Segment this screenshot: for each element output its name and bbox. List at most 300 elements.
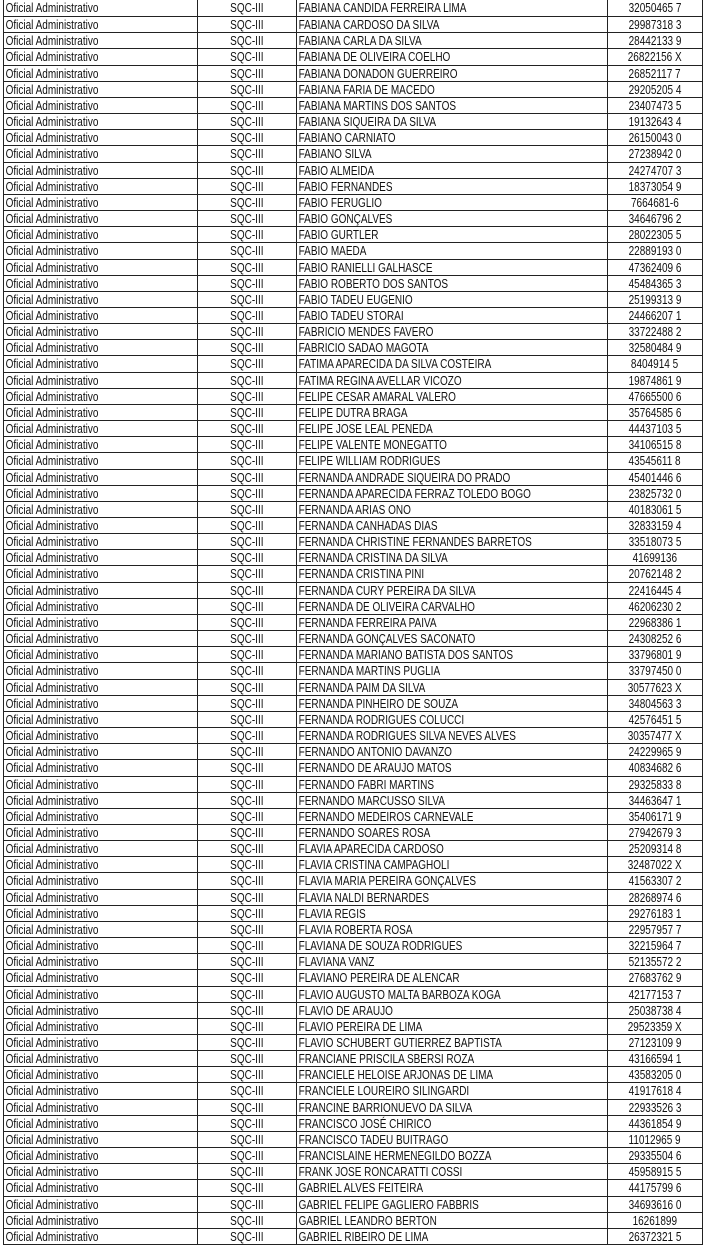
rg-cell <box>608 1067 702 1082</box>
table-row <box>4 259 702 275</box>
cargo-cell-text: Oficial Administrativo <box>5 1197 99 1212</box>
rg-cell <box>608 728 702 743</box>
name-cell <box>297 17 608 32</box>
rg-cell <box>608 17 702 32</box>
rg-cell-text: 47362409 6 <box>628 260 682 275</box>
rg-cell-text: 44175799 6 <box>628 1181 682 1196</box>
table-row <box>4 582 702 598</box>
table-row <box>4 1018 702 1034</box>
rg-cell <box>608 922 702 937</box>
name-cell-text: FABIO GURTLER <box>298 228 379 243</box>
rg-cell-text: 43166594 1 <box>628 1052 682 1067</box>
name-cell-text: FABIANA SIQUEIRA DA SILVA <box>298 115 437 130</box>
classe-cell-text: SQC-III <box>230 66 264 81</box>
table-row <box>4 1212 702 1228</box>
classe-cell-text: SQC-III <box>230 50 264 65</box>
name-cell <box>297 1067 608 1082</box>
name-cell-text: FERNANDA RODRIGUES COLUCCI <box>298 712 465 727</box>
cargo-cell <box>4 760 198 775</box>
cargo-cell <box>4 486 198 501</box>
name-cell-text: FERNANDA MARTINS PUGLIA <box>298 664 441 679</box>
rg-cell <box>608 1083 702 1098</box>
name-cell-text: FERNANDA CANHADAS DIAS <box>298 519 438 533</box>
rg-cell-text: 7664681-6 <box>631 195 679 210</box>
name-cell <box>297 1051 608 1066</box>
cargo-cell-text: Oficial Administrativo <box>5 147 99 162</box>
name-cell <box>297 906 608 921</box>
classe-cell-text: SQC-III <box>230 599 264 614</box>
cargo-cell <box>4 470 198 485</box>
rg-cell <box>608 82 702 97</box>
rg-cell <box>608 373 702 388</box>
cargo-cell <box>4 98 198 113</box>
cargo-cell <box>4 631 198 646</box>
name-cell-text: GABRIEL RIBEIRO DE LIMA <box>298 1229 429 1244</box>
name-cell <box>297 49 608 64</box>
rg-cell-text: 32050465 7 <box>628 1 682 15</box>
classe-cell-text: SQC-III <box>230 1181 264 1196</box>
cargo-cell-text: Oficial Administrativo <box>5 244 99 259</box>
name-cell <box>297 857 608 872</box>
classe-cell <box>198 17 297 32</box>
cargo-cell-text: Oficial Administrativo <box>5 712 99 727</box>
rg-cell-text: 33722488 2 <box>628 325 682 340</box>
cargo-cell-text: Oficial Administrativo <box>5 389 99 404</box>
rg-cell-text: 26372321 5 <box>628 1229 682 1244</box>
cargo-cell <box>4 954 198 969</box>
name-cell <box>297 712 608 727</box>
classe-cell-text: SQC-III <box>230 502 264 517</box>
classe-cell <box>198 130 297 145</box>
classe-cell <box>198 550 297 565</box>
rg-cell-text: 29987318 3 <box>628 18 682 33</box>
rg-cell-text: 22889193 0 <box>628 244 682 259</box>
classe-cell <box>198 760 297 775</box>
cargo-cell-text: Oficial Administrativo <box>5 890 99 905</box>
cargo-cell-text: Oficial Administrativo <box>5 535 99 550</box>
classe-cell-text: SQC-III <box>230 664 264 679</box>
rg-cell <box>608 453 702 468</box>
name-cell-text: FABIANA DONADON GUERREIRO <box>298 66 458 81</box>
name-cell-text: FLAVIO DE ARAUJO <box>298 1003 393 1018</box>
rg-cell <box>608 49 702 64</box>
table-row <box>4 662 702 678</box>
classe-cell <box>198 502 297 517</box>
classe-cell <box>198 1003 297 1018</box>
rg-cell <box>608 0 702 16</box>
table-row <box>4 1115 702 1131</box>
table-row <box>4 953 702 969</box>
cargo-cell <box>4 777 198 792</box>
table-row <box>4 856 702 872</box>
cargo-cell-text: Oficial Administrativo <box>5 18 99 33</box>
cargo-cell-text: Oficial Administrativo <box>5 470 99 485</box>
cargo-cell-text: Oficial Administrativo <box>5 761 99 776</box>
name-cell <box>297 276 608 291</box>
rg-cell <box>608 857 702 872</box>
table-row <box>4 420 702 436</box>
name-cell-text: FABIANO CARNIATO <box>298 131 396 146</box>
name-cell-text: FABIO ROBERTO DOS SANTOS <box>298 276 449 291</box>
rg-cell-text: 44437103 5 <box>628 422 682 437</box>
name-cell-text: FABIO RANIELLI GALHASCE <box>298 260 433 275</box>
cargo-cell <box>4 308 198 323</box>
rg-cell-text: 24466207 1 <box>628 308 682 323</box>
name-cell-text: FABIANA CARDOSO DA SILVA <box>298 18 440 33</box>
cargo-cell <box>4 938 198 953</box>
rg-cell <box>608 243 702 258</box>
rg-cell <box>608 1116 702 1131</box>
name-cell-text: FERNANDA PINHEIRO DE SOUZA <box>298 696 459 711</box>
table-row <box>4 1002 702 1018</box>
cargo-cell-text: Oficial Administrativo <box>5 228 99 243</box>
cargo-cell-text: Oficial Administrativo <box>5 1149 99 1164</box>
rg-cell-text: 29325833 8 <box>628 777 682 792</box>
classe-cell <box>198 292 297 307</box>
table-row <box>4 808 702 824</box>
name-cell-text: FLAVIO AUGUSTO MALTA BARBOZA KOGA <box>298 987 501 1002</box>
cargo-cell <box>4 970 198 985</box>
table-row <box>4 81 702 97</box>
name-cell <box>297 195 608 210</box>
rg-cell-text: 27942679 3 <box>628 825 682 840</box>
rg-cell <box>608 260 702 275</box>
name-cell <box>297 1132 608 1147</box>
name-cell <box>297 728 608 743</box>
cargo-cell-text: Oficial Administrativo <box>5 325 99 340</box>
rg-cell-text: 18373054 9 <box>628 179 682 194</box>
rg-cell <box>608 890 702 905</box>
rg-cell-text: 47665500 6 <box>628 389 682 404</box>
table-row <box>4 48 702 64</box>
classe-cell-text: SQC-III <box>230 405 264 420</box>
classe-cell-text: SQC-III <box>230 842 264 857</box>
table-row <box>4 646 702 662</box>
table-row <box>4 162 702 178</box>
rg-cell-text: 25199313 9 <box>628 292 682 307</box>
classe-cell-text: SQC-III <box>230 292 264 307</box>
name-cell-text: FERNANDA CURY PEREIRA DA SILVA <box>298 583 476 598</box>
cargo-cell-text: Oficial Administrativo <box>5 648 99 663</box>
rg-cell-text: 43545611 8 <box>628 454 682 469</box>
classe-cell-text: SQC-III <box>230 729 264 744</box>
rg-cell <box>608 33 702 48</box>
name-cell <box>297 566 608 581</box>
table-row <box>4 840 702 856</box>
rg-cell <box>608 437 702 452</box>
table-row <box>4 339 702 355</box>
name-cell <box>297 437 608 452</box>
cargo-cell <box>4 146 198 161</box>
rg-cell-text: 40183061 5 <box>628 502 682 517</box>
rg-cell-text: 46206230 2 <box>628 599 682 614</box>
name-cell-text: FELIPE JOSE LEAL PENEDA <box>298 422 433 437</box>
cargo-cell <box>4 405 198 420</box>
name-cell <box>297 82 608 97</box>
rg-cell <box>608 825 702 840</box>
classe-cell <box>198 66 297 81</box>
classe-cell <box>198 1197 297 1212</box>
name-cell <box>297 809 608 824</box>
classe-cell <box>198 470 297 485</box>
table-row <box>4 792 702 808</box>
name-cell <box>297 1083 608 1098</box>
rg-cell <box>608 1197 702 1212</box>
classe-cell <box>198 276 297 291</box>
name-cell-text: FELIPE WILLIAM RODRIGUES <box>298 454 441 469</box>
name-cell-text: FERNANDA CRISTINA PINI <box>298 567 425 582</box>
name-cell <box>297 356 608 371</box>
rg-cell-text: 45958915 5 <box>628 1165 682 1180</box>
cargo-cell-text: Oficial Administrativo <box>5 1068 99 1083</box>
cargo-cell-text: Oficial Administrativo <box>5 632 99 647</box>
name-cell-text: GABRIEL LEANDRO BERTON <box>298 1213 437 1228</box>
table-row <box>4 630 702 646</box>
rg-cell-text: 11012965 9 <box>628 1132 682 1147</box>
classe-cell-text: SQC-III <box>230 922 264 937</box>
name-cell-text: FRANCISLAINE HERMENEGILDO BOZZA <box>298 1149 492 1164</box>
name-cell <box>297 825 608 840</box>
classe-cell <box>198 1067 297 1082</box>
name-cell-text: FLAVIO PEREIRA DE LIMA <box>298 1019 423 1034</box>
rg-cell-text: 27683762 9 <box>628 971 682 986</box>
table-row <box>4 711 702 727</box>
name-cell <box>297 534 608 549</box>
table-row <box>4 1099 702 1115</box>
cargo-cell <box>4 260 198 275</box>
rg-cell-text: 26852117 7 <box>628 66 682 81</box>
cargo-cell <box>4 647 198 662</box>
rg-cell <box>608 970 702 985</box>
cargo-cell-text: Oficial Administrativo <box>5 987 99 1002</box>
name-cell-text: FABIO TADEU STORAI <box>298 308 404 323</box>
rg-cell <box>608 809 702 824</box>
personnel-table <box>3 0 703 1245</box>
cargo-cell <box>4 1132 198 1147</box>
rg-cell-text: 28442133 9 <box>628 34 682 49</box>
cargo-cell <box>4 421 198 436</box>
table-row <box>4 517 702 533</box>
classe-cell-text: SQC-III <box>230 131 264 146</box>
classe-cell-text: SQC-III <box>230 325 264 340</box>
cargo-cell-text: Oficial Administrativo <box>5 212 99 227</box>
classe-cell-text: SQC-III <box>230 761 264 776</box>
cargo-cell <box>4 566 198 581</box>
name-cell-text: FLAVIA MARIA PEREIRA GONÇALVES <box>298 874 477 889</box>
name-cell-text: FERNANDA FERREIRA PAIVA <box>298 615 437 630</box>
rg-cell <box>608 1229 702 1244</box>
cargo-cell <box>4 163 198 178</box>
name-cell-text: FERNANDA GONÇALVES SACONATO <box>298 632 476 647</box>
table-row <box>4 129 702 145</box>
name-cell <box>297 631 608 646</box>
classe-cell-text: SQC-III <box>230 648 264 663</box>
classe-cell <box>198 308 297 323</box>
name-cell <box>297 1116 608 1131</box>
cargo-cell <box>4 663 198 678</box>
rg-cell-text: 45484365 3 <box>628 276 682 291</box>
name-cell <box>297 163 608 178</box>
cargo-cell <box>4 1197 198 1212</box>
cargo-cell-text: Oficial Administrativo <box>5 793 99 808</box>
rg-cell-text: 34804563 3 <box>628 696 682 711</box>
name-cell-text: FERNANDO ANTONIO DAVANZO <box>298 745 452 760</box>
rg-cell-text: 32580484 9 <box>628 341 682 356</box>
cargo-cell-text: Oficial Administrativo <box>5 115 99 130</box>
classe-cell-text: SQC-III <box>230 906 264 921</box>
classe-cell <box>198 728 297 743</box>
cargo-cell <box>4 857 198 872</box>
cargo-cell <box>4 518 198 533</box>
rg-cell <box>608 179 702 194</box>
classe-cell <box>198 809 297 824</box>
cargo-cell-text: Oficial Administrativo <box>5 1213 99 1228</box>
classe-cell-text: SQC-III <box>230 147 264 162</box>
cargo-cell-text: Oficial Administrativo <box>5 34 99 49</box>
rg-cell-text: 52135572 2 <box>628 955 682 970</box>
classe-cell <box>198 405 297 420</box>
rg-cell-text: 25038738 4 <box>628 1003 682 1018</box>
cargo-cell <box>4 243 198 258</box>
table-row <box>4 404 702 420</box>
classe-cell-text: SQC-III <box>230 583 264 598</box>
classe-cell-text: SQC-III <box>230 244 264 259</box>
table-row <box>4 533 702 549</box>
cargo-cell <box>4 873 198 888</box>
classe-cell <box>198 1035 297 1050</box>
cargo-cell <box>4 550 198 565</box>
cargo-cell-text: Oficial Administrativo <box>5 405 99 420</box>
cargo-cell <box>4 276 198 291</box>
cargo-cell <box>4 793 198 808</box>
name-cell-text: FRANCIELE LOUREIRO SILINGARDI <box>298 1084 470 1099</box>
cargo-cell <box>4 1019 198 1034</box>
name-cell <box>297 744 608 759</box>
name-cell <box>297 453 608 468</box>
classe-cell-text: SQC-III <box>230 874 264 889</box>
classe-cell <box>198 486 297 501</box>
rg-cell <box>608 663 702 678</box>
classe-cell-text: SQC-III <box>230 1100 264 1115</box>
rg-cell <box>608 550 702 565</box>
name-cell-text: FRANCISCO TADEU BUITRAGO <box>298 1132 449 1147</box>
name-cell-text: FLAVIA REGIS <box>298 906 366 921</box>
classe-cell-text: SQC-III <box>230 276 264 291</box>
rg-cell <box>608 227 702 242</box>
classe-cell <box>198 227 297 242</box>
name-cell <box>297 1229 608 1244</box>
table-row <box>4 727 702 743</box>
rg-cell <box>608 518 702 533</box>
cargo-cell-text: Oficial Administrativo <box>5 163 99 178</box>
classe-cell-text: SQC-III <box>230 389 264 404</box>
classe-cell-text: SQC-III <box>230 341 264 356</box>
cargo-cell-text: Oficial Administrativo <box>5 1019 99 1034</box>
name-cell <box>297 373 608 388</box>
name-cell <box>297 98 608 113</box>
name-cell <box>297 615 608 630</box>
table-row <box>4 97 702 113</box>
table-row <box>4 937 702 953</box>
name-cell <box>297 647 608 662</box>
classe-cell-text: SQC-III <box>230 1036 264 1050</box>
table-row <box>4 905 702 921</box>
name-cell <box>297 243 608 258</box>
cargo-cell <box>4 728 198 743</box>
name-cell <box>297 260 608 275</box>
classe-cell-text: SQC-III <box>230 98 264 113</box>
table-row <box>4 598 702 614</box>
name-cell <box>297 179 608 194</box>
cargo-cell-text: Oficial Administrativo <box>5 486 99 501</box>
classe-cell-text: SQC-III <box>230 308 264 323</box>
rg-cell-text: 34646796 2 <box>628 212 682 227</box>
classe-cell <box>198 114 297 129</box>
rg-cell-text: 25209314 8 <box>628 842 682 857</box>
classe-cell-text: SQC-III <box>230 34 264 49</box>
rg-cell <box>608 599 702 614</box>
rg-cell <box>608 163 702 178</box>
classe-cell <box>198 1051 297 1066</box>
rg-cell-text: 22968386 1 <box>628 615 682 630</box>
name-cell <box>297 663 608 678</box>
classe-cell-text: SQC-III <box>230 1068 264 1083</box>
rg-cell <box>608 308 702 323</box>
name-cell-text: FERNANDO FABRI MARTINS <box>298 777 434 792</box>
table-row <box>4 759 702 775</box>
classe-cell-text: SQC-III <box>230 858 264 873</box>
table-row <box>4 242 702 258</box>
name-cell <box>297 389 608 404</box>
table-row <box>4 872 702 888</box>
cargo-cell-text: Oficial Administrativo <box>5 729 99 744</box>
cargo-cell <box>4 1180 198 1195</box>
classe-cell-text: SQC-III <box>230 955 264 970</box>
name-cell-text: FLAVIANO PEREIRA DE ALENCAR <box>298 971 460 986</box>
cargo-cell <box>4 1003 198 1018</box>
classe-cell <box>198 82 297 97</box>
cargo-cell <box>4 1148 198 1163</box>
cargo-cell-text: Oficial Administrativo <box>5 842 99 857</box>
rg-cell-text: 34463647 1 <box>628 793 682 808</box>
classe-cell <box>198 33 297 48</box>
name-cell-text: FLAVIANA VANZ <box>298 955 375 970</box>
cargo-cell-text: Oficial Administrativo <box>5 567 99 582</box>
rg-cell-text: 26822156 X <box>628 50 682 65</box>
classe-cell <box>198 922 297 937</box>
cargo-cell-text: Oficial Administrativo <box>5 1036 99 1050</box>
classe-cell-text: SQC-III <box>230 260 264 275</box>
table-row <box>4 1131 702 1147</box>
rg-cell-text: 29205205 4 <box>628 82 682 97</box>
cargo-cell <box>4 906 198 921</box>
rg-cell-text: 45401446 6 <box>628 470 682 485</box>
rg-cell <box>608 405 702 420</box>
rg-cell-text: 24229965 9 <box>628 745 682 760</box>
name-cell <box>297 292 608 307</box>
classe-cell <box>198 680 297 695</box>
name-cell <box>297 760 608 775</box>
cargo-cell <box>4 534 198 549</box>
name-cell-text: FLAVIA APARECIDA CARDOSO <box>298 842 444 857</box>
table-row <box>4 275 702 291</box>
name-cell <box>297 890 608 905</box>
rg-cell <box>608 98 702 113</box>
name-cell <box>297 1019 608 1034</box>
table-row <box>4 388 702 404</box>
name-cell-text: FABIANA CARLA DA SILVA <box>298 34 422 49</box>
rg-cell-text: 19132643 4 <box>628 115 682 130</box>
